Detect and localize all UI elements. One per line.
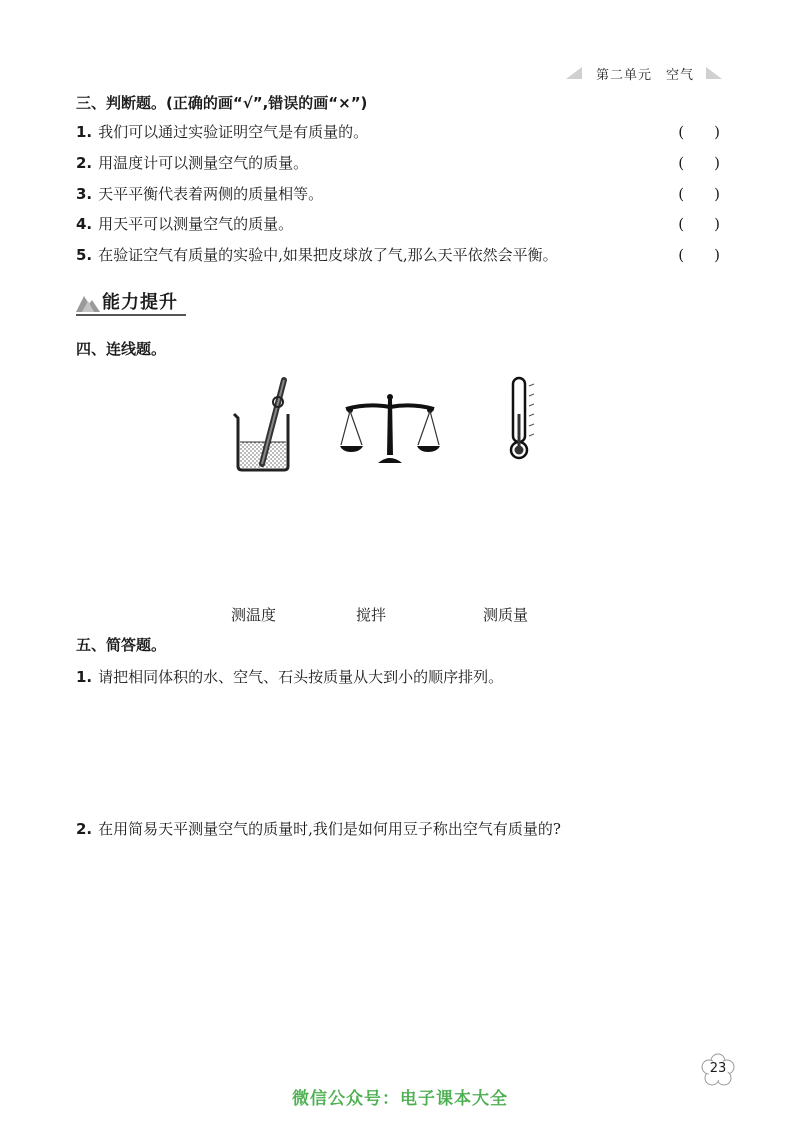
header-triangle-left-icon — [566, 67, 582, 79]
page-number: 23 — [709, 1061, 727, 1076]
judge-item — [76, 152, 726, 174]
page-number-badge — [700, 1052, 736, 1088]
match-label-measure-temperature[interactable]: 测温度 — [231, 606, 277, 624]
answer-paren[interactable]: ( ) — [678, 215, 720, 233]
judge-item-num: 1. — [76, 123, 93, 141]
short-answer-num: 2. — [76, 820, 93, 838]
judge-item-text: 我们可以通过实验证明空气是有质量的。 — [98, 123, 369, 141]
match-label-stir[interactable]: 搅拌 — [356, 606, 387, 624]
page-header — [566, 62, 746, 84]
match-label-measure-mass[interactable]: 测质量 — [483, 606, 529, 624]
judge-item-num: 4. — [76, 215, 93, 233]
header-unit: 第二单元 — [596, 68, 653, 83]
balance-scale-icon — [338, 393, 442, 465]
section4-title: 四、连线题。 — [76, 340, 167, 358]
header-triangle-right-icon — [706, 67, 722, 79]
short-answer-item — [76, 666, 726, 688]
judge-item-text: 用天平可以测量空气的质量。 — [98, 215, 294, 233]
judge-item — [76, 244, 726, 266]
ability-banner — [76, 288, 186, 316]
short-answer-item — [76, 818, 726, 840]
judge-item-text: 在验证空气有质量的实验中,如果把皮球放了气,那么天平依然会平衡。 — [98, 246, 558, 264]
short-answer-num: 1. — [76, 668, 93, 686]
answer-paren[interactable]: ( ) — [678, 123, 720, 141]
section3-title: 三、判断题。(正确的画“√”,错误的画“×”) — [76, 94, 368, 112]
judge-item — [76, 183, 726, 205]
answer-paren[interactable]: ( ) — [678, 185, 720, 203]
judge-item-num: 2. — [76, 154, 93, 172]
answer-paren[interactable]: ( ) — [678, 246, 720, 264]
short-answer-text: 在用简易天平测量空气的质量时,我们是如何用豆子称出空气有质量的? — [98, 820, 561, 838]
judge-item-num: 5. — [76, 246, 93, 264]
judge-item-text: 天平平衡代表着两侧的质量相等。 — [98, 185, 324, 203]
beaker-stirring-rod-icon — [228, 376, 298, 472]
judge-item-num: 3. — [76, 185, 93, 203]
thermometer-icon — [504, 376, 540, 460]
header-topic: 空气 — [666, 68, 695, 83]
answer-paren[interactable]: ( ) — [678, 154, 720, 172]
short-answer-text: 请把相同体积的水、空气、石头按质量从大到小的顺序排列。 — [98, 668, 504, 686]
mountain-icon — [76, 292, 100, 312]
judge-item — [76, 121, 726, 143]
judge-item-text: 用温度计可以测量空气的质量。 — [98, 154, 309, 172]
judge-item — [76, 213, 726, 235]
section5-title: 五、简答题。 — [76, 636, 167, 654]
watermark-text: 微信公众号：电子课本大全 — [292, 1089, 508, 1109]
ability-title: 能力提升 — [102, 292, 178, 313]
